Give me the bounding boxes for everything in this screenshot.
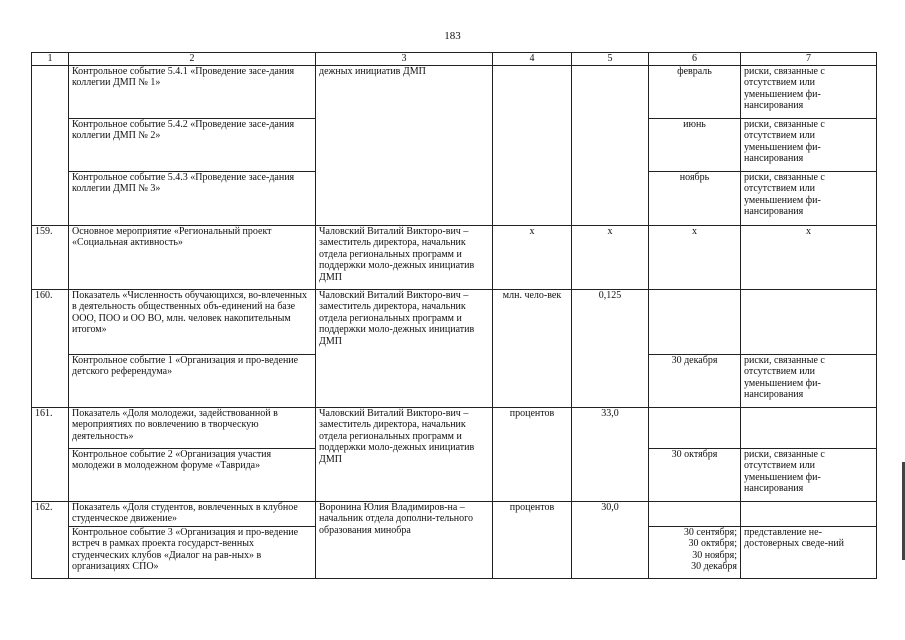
executor-cell: Воронина Юлия Владимиров-на – начальник отдела дополни-тельного образования минобра <box>316 501 493 578</box>
event-text: Контрольное событие 2 «Организация участия молодежи в молодежном форуме «Таврида» <box>69 448 316 501</box>
event-date: 30 ноября; <box>692 549 737 561</box>
event-date: февраль <box>649 65 741 118</box>
col-header: 4 <box>493 53 572 66</box>
table-row <box>32 289 877 354</box>
event-date: 30 сентября; <box>683 526 737 538</box>
event-text: Контрольное событие 5.4.1 «Проведение засе-дания коллегии ДМП № 1» <box>69 65 316 118</box>
unit-cell <box>493 65 572 225</box>
event-date: 30 октября <box>649 448 741 501</box>
event-date: ноябрь <box>649 171 741 225</box>
table-row <box>32 501 877 526</box>
value-cell: 33,0 <box>572 407 649 501</box>
event-text: Контрольное событие 3 «Организация и про-ведение встреч в рамках проекта государст-венных студенческих клубов «Диалог на рав-ных» в организациях СПО» <box>69 526 316 578</box>
col-header: 6 <box>649 53 741 66</box>
indicator-text: Показатель «Доля молодежи, задействованной в мероприятиях по вовлечению в творческую деятельность» <box>69 407 316 448</box>
risk-text: риски, связанные с отсутствием или уменьшением фи-нансирования <box>741 65 877 118</box>
unit-cell: млн. чело-век <box>493 289 572 407</box>
risk-text: представление не-достоверных сведе-ний <box>741 526 877 578</box>
table-row <box>32 407 877 448</box>
unit-cell: х <box>493 225 572 289</box>
event-date: 30 декабря <box>649 354 741 407</box>
col-header: 2 <box>69 53 316 66</box>
event-date: 30 октября; <box>688 538 737 550</box>
row-number: 160. <box>32 289 69 407</box>
table-row <box>32 225 877 289</box>
risk-text: риски, связанные с отсутствием или уменьшением фи-нансирования <box>741 118 877 171</box>
col-header: 5 <box>572 53 649 66</box>
date-cell <box>649 289 741 354</box>
executor-cell: Чаловский Виталий Викторо-вич – заместитель директора, начальник отдела региональных программ и поддержки моло-дежных инициатив ДМП <box>316 289 493 407</box>
col-header: 1 <box>32 53 69 66</box>
indicator-text: Показатель «Численность обучающихся, во-влеченных в деятельность общественных объ-единений на базе ООО, ПОО и ОО ВО, млн. человек накопительным итогом» <box>69 289 316 354</box>
date-cell <box>649 501 741 526</box>
activity-text: Основное мероприятие «Региональный проект «Социальная активность» <box>69 225 316 289</box>
date-cell: х <box>649 225 741 289</box>
date-cell <box>649 407 741 448</box>
executor-cell: Чаловский Виталий Викторо-вич – заместитель директора, начальник отдела региональных программ и поддержки моло-дежных инициатив ДМП <box>316 407 493 501</box>
risk-text: риски, связанные с отсутствием или уменьшением фи-нансирования <box>741 354 877 407</box>
risk-cell <box>741 407 877 448</box>
executor-cell: дежных инициатив ДМП <box>316 65 493 225</box>
risk-text: риски, связанные с отсутствием или уменьшением фи-нансирования <box>741 171 877 225</box>
col-header: 7 <box>741 53 877 66</box>
event-text: Контрольное событие 1 «Организация и про-ведение детского референдума» <box>69 354 316 407</box>
event-dates <box>649 526 741 578</box>
value-cell: 0,125 <box>572 289 649 407</box>
row-number-cell <box>32 65 69 225</box>
page-number: 183 <box>444 30 461 42</box>
value-cell <box>572 65 649 225</box>
row-number: 162. <box>32 501 69 578</box>
row-number: 159. <box>32 225 69 289</box>
event-text: Контрольное событие 5.4.2 «Проведение засе-дания коллегии ДМП № 2» <box>69 118 316 171</box>
column-number-header <box>32 53 877 66</box>
risk-cell <box>741 289 877 354</box>
row-number: 161. <box>32 407 69 501</box>
event-date: июнь <box>649 118 741 171</box>
plan-table <box>31 52 877 579</box>
value-cell: х <box>572 225 649 289</box>
risk-cell <box>741 501 877 526</box>
event-text: Контрольное событие 5.4.3 «Проведение засе-дания коллегии ДМП № 3» <box>69 171 316 225</box>
unit-cell: процентов <box>493 501 572 578</box>
value-cell: 30,0 <box>572 501 649 578</box>
risk-text: риски, связанные с отсутствием или уменьшением фи-нансирования <box>741 448 877 501</box>
table-row <box>32 65 877 118</box>
unit-cell: процентов <box>493 407 572 501</box>
event-date: 30 декабря <box>691 561 737 573</box>
indicator-text: Показатель «Доля студентов, вовлеченных в клубное студенческое движение» <box>69 501 316 526</box>
risk-cell: х <box>741 225 877 289</box>
col-header: 3 <box>316 53 493 66</box>
executor-cell: Чаловский Виталий Викторо-вич – заместитель директора, начальник отдела региональных программ и поддержки моло-дежных инициатив ДМП <box>316 225 493 289</box>
